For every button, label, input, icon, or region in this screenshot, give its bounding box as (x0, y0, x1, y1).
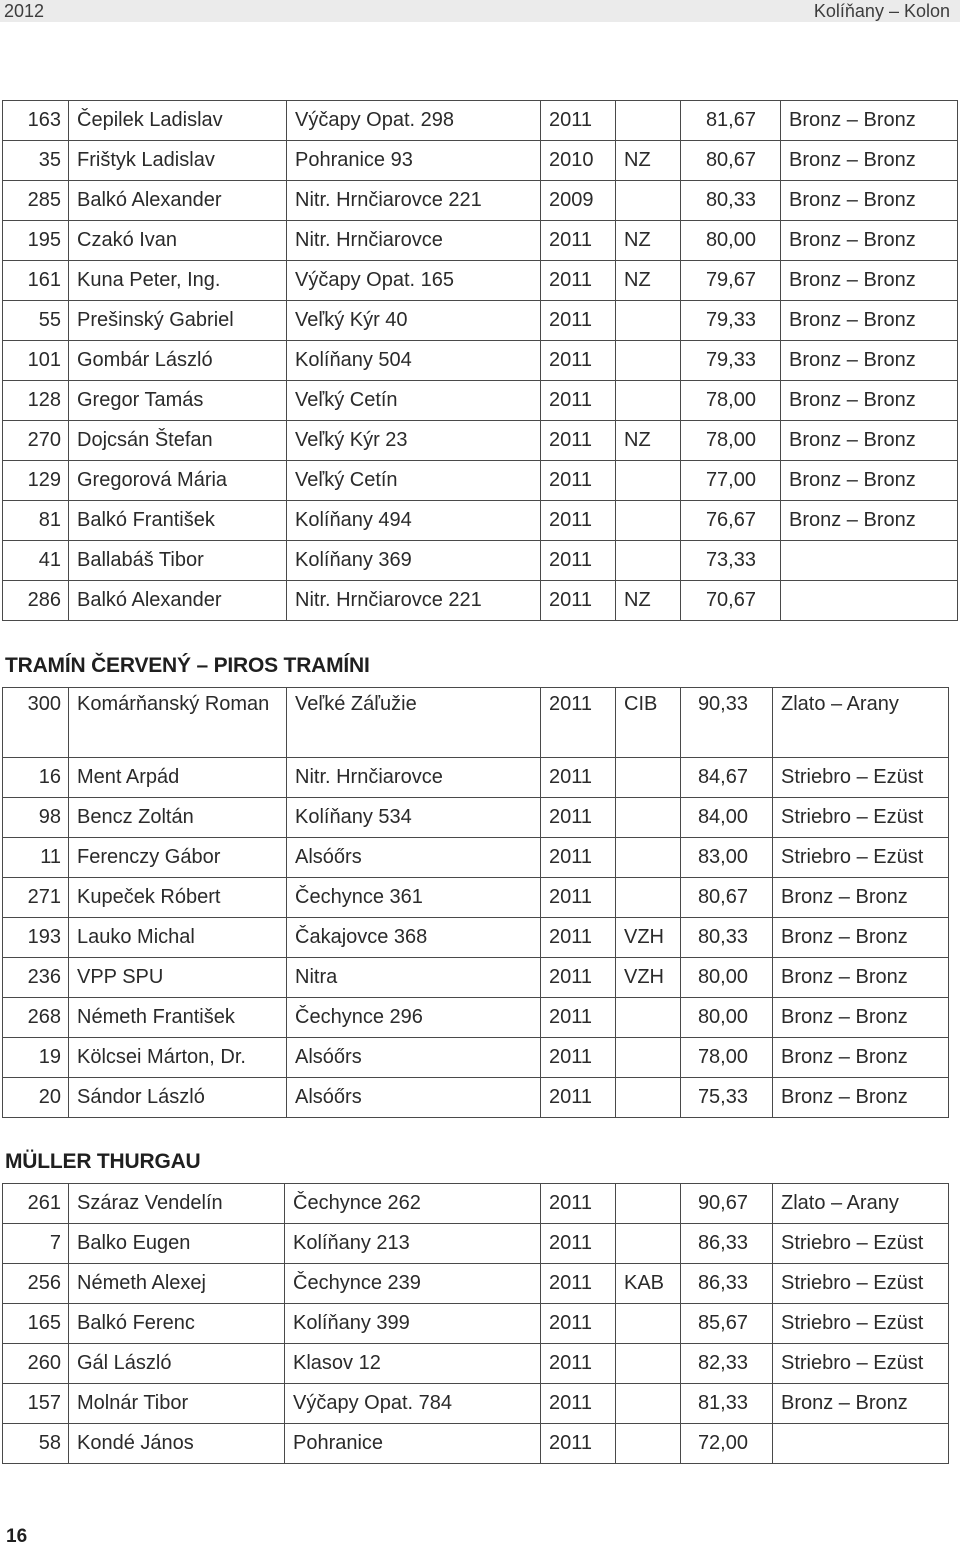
entry-number-cell: 161 (3, 261, 69, 301)
score-cell: 82,33 (681, 1344, 773, 1384)
score-cell: 90,33 (681, 688, 773, 758)
producer-address-cell: Výčapy Opat. 298 (287, 101, 541, 141)
medal-cell: Bronz – Bronz (773, 1384, 949, 1424)
table-row (3, 1344, 949, 1384)
producer-address-cell: Čechynce 262 (285, 1184, 541, 1224)
producer-name-cell: Ment Arpád (69, 758, 287, 798)
header-year: 2012 (4, 1, 45, 21)
medal-cell (781, 581, 958, 621)
score-cell: 79,33 (681, 301, 781, 341)
table-row (3, 101, 958, 141)
page-header (0, 0, 960, 22)
vintage-year-cell: 2011 (541, 1078, 616, 1118)
vintage-year-cell: 2011 (541, 958, 616, 998)
vintage-year-cell: 2009 (541, 181, 616, 221)
producer-name-cell: Frištyk Ladislav (69, 141, 287, 181)
producer-address-cell: Kolíňany 534 (287, 798, 541, 838)
wine-attribute-cell: NZ (616, 261, 681, 301)
producer-name-cell: Száraz Vendelín (69, 1184, 285, 1224)
table-row (3, 1304, 949, 1344)
producer-address-cell: Nitr. Hrnčiarovce 221 (287, 181, 541, 221)
wine-attribute-cell (616, 381, 681, 421)
producer-address-cell: Kolíňany 213 (285, 1224, 541, 1264)
vintage-year-cell: 2011 (541, 421, 616, 461)
wine-attribute-cell (616, 798, 681, 838)
producer-address-cell: Nitr. Hrnčiarovce (287, 758, 541, 798)
entry-number-cell: 11 (3, 838, 69, 878)
medal-cell: Bronz – Bronz (781, 461, 958, 501)
score-cell: 77,00 (681, 461, 781, 501)
wine-attribute-cell (616, 998, 681, 1038)
table-row (3, 301, 958, 341)
wine-attribute-cell (616, 1304, 681, 1344)
header-place: Kolíňany – Kolon (813, 1, 950, 21)
producer-name-cell: Kupeček Róbert (69, 878, 287, 918)
producer-address-cell: Kolíňany 399 (285, 1304, 541, 1344)
score-cell: 84,67 (681, 758, 773, 798)
wine-attribute-cell (616, 1184, 681, 1224)
score-cell: 79,67 (681, 261, 781, 301)
entry-number-cell: 157 (3, 1384, 69, 1424)
entry-number-cell: 271 (3, 878, 69, 918)
producer-name-cell: Čepilek Ladislav (69, 101, 287, 141)
vintage-year-cell: 2011 (541, 838, 616, 878)
table-row (3, 581, 958, 621)
producer-address-cell: Veľký Cetín (287, 381, 541, 421)
producer-name-cell: Németh František (69, 998, 287, 1038)
medal-cell (781, 541, 958, 581)
results-table-tramin (2, 687, 949, 1118)
entry-number-cell: 300 (3, 688, 69, 758)
vintage-year-cell: 2011 (541, 798, 616, 838)
producer-address-cell: Nitr. Hrnčiarovce (287, 221, 541, 261)
producer-address-cell: Čechynce 296 (287, 998, 541, 1038)
wine-attribute-cell: VZH (616, 918, 681, 958)
score-cell: 80,00 (681, 998, 773, 1038)
producer-name-cell: Balkó Alexander (69, 181, 287, 221)
producer-name-cell: Németh Alexej (69, 1264, 285, 1304)
vintage-year-cell: 2011 (541, 1224, 616, 1264)
vintage-year-cell: 2011 (541, 758, 616, 798)
medal-cell: Bronz – Bronz (781, 341, 958, 381)
producer-name-cell: Gregorová Mária (69, 461, 287, 501)
medal-cell: Bronz – Bronz (781, 381, 958, 421)
producer-name-cell: Molnár Tibor (69, 1384, 285, 1424)
medal-cell: Bronz – Bronz (781, 141, 958, 181)
vintage-year-cell: 2011 (541, 1184, 616, 1224)
score-cell: 76,67 (681, 501, 781, 541)
entry-number-cell: 285 (3, 181, 69, 221)
producer-address-cell: Výčapy Opat. 784 (285, 1384, 541, 1424)
wine-attribute-cell (616, 461, 681, 501)
score-cell: 86,33 (681, 1224, 773, 1264)
results-table-continued (2, 100, 958, 621)
score-cell: 80,00 (681, 221, 781, 261)
entry-number-cell: 195 (3, 221, 69, 261)
producer-address-cell: Veľký Kýr 23 (287, 421, 541, 461)
vintage-year-cell: 2011 (541, 461, 616, 501)
producer-address-cell: Kolíňany 369 (287, 541, 541, 581)
vintage-year-cell: 2011 (541, 1424, 616, 1464)
score-cell: 80,33 (681, 918, 773, 958)
vintage-year-cell: 2011 (541, 501, 616, 541)
wine-attribute-cell (616, 301, 681, 341)
producer-address-cell: Čechynce 361 (287, 878, 541, 918)
medal-cell: Bronz – Bronz (773, 1038, 949, 1078)
medal-cell: Striebro – Ezüst (773, 1264, 949, 1304)
table-row (3, 461, 958, 501)
entry-number-cell: 7 (3, 1224, 69, 1264)
producer-address-cell: Pohranice 93 (287, 141, 541, 181)
entry-number-cell: 81 (3, 501, 69, 541)
wine-attribute-cell: NZ (616, 421, 681, 461)
producer-address-cell: Veľký Kýr 40 (287, 301, 541, 341)
table-row (3, 181, 958, 221)
wine-attribute-cell (616, 878, 681, 918)
score-cell: 78,00 (681, 421, 781, 461)
table-row (3, 1264, 949, 1304)
entry-number-cell: 129 (3, 461, 69, 501)
score-cell: 73,33 (681, 541, 781, 581)
entry-number-cell: 286 (3, 581, 69, 621)
producer-address-cell: Alsóőrs (287, 1078, 541, 1118)
score-cell: 80,67 (681, 878, 773, 918)
wine-attribute-cell (616, 838, 681, 878)
entry-number-cell: 98 (3, 798, 69, 838)
wine-attribute-cell (616, 758, 681, 798)
producer-name-cell: Sándor László (69, 1078, 287, 1118)
score-cell: 80,33 (681, 181, 781, 221)
table-row (3, 381, 958, 421)
score-cell: 90,67 (681, 1184, 773, 1224)
table-row (3, 261, 958, 301)
table-row (3, 421, 958, 461)
producer-address-cell: Alsóőrs (287, 1038, 541, 1078)
results-table-muller-thurgau (2, 1183, 949, 1464)
table-row (3, 1184, 949, 1224)
producer-name-cell: Ballabáš Tibor (69, 541, 287, 581)
entry-number-cell: 236 (3, 958, 69, 998)
entry-number-cell: 261 (3, 1184, 69, 1224)
entry-number-cell: 20 (3, 1078, 69, 1118)
producer-name-cell: Balkó Ferenc (69, 1304, 285, 1344)
medal-cell: Bronz – Bronz (773, 918, 949, 958)
vintage-year-cell: 2011 (541, 341, 616, 381)
producer-name-cell: Dojcsán Štefan (69, 421, 287, 461)
medal-cell: Bronz – Bronz (773, 878, 949, 918)
wine-attribute-cell (616, 1344, 681, 1384)
entry-number-cell: 268 (3, 998, 69, 1038)
producer-name-cell: Lauko Michal (69, 918, 287, 958)
entry-number-cell: 41 (3, 541, 69, 581)
wine-attribute-cell: NZ (616, 581, 681, 621)
producer-name-cell: Czakó Ivan (69, 221, 287, 261)
producer-name-cell: Kölcsei Márton, Dr. (69, 1038, 287, 1078)
wine-attribute-cell: CIB (616, 688, 681, 758)
vintage-year-cell: 2011 (541, 998, 616, 1038)
table-row (3, 798, 949, 838)
score-cell: 83,00 (681, 838, 773, 878)
wine-attribute-cell (616, 501, 681, 541)
table-row (3, 1384, 949, 1424)
vintage-year-cell: 2011 (541, 918, 616, 958)
vintage-year-cell: 2010 (541, 141, 616, 181)
medal-cell: Bronz – Bronz (781, 501, 958, 541)
page-number: 16 (6, 1526, 28, 1547)
table-row (3, 541, 958, 581)
medal-cell: Bronz – Bronz (781, 221, 958, 261)
wine-attribute-cell (616, 1038, 681, 1078)
medal-cell: Zlato – Arany (773, 688, 949, 758)
producer-address-cell: Nitra (287, 958, 541, 998)
producer-address-cell: Veľký Cetín (287, 461, 541, 501)
producer-name-cell: Balko Eugen (69, 1224, 285, 1264)
score-cell: 78,00 (681, 381, 781, 421)
medal-cell: Bronz – Bronz (781, 421, 958, 461)
wine-attribute-cell (616, 1424, 681, 1464)
medal-cell: Bronz – Bronz (781, 101, 958, 141)
score-cell: 86,33 (681, 1264, 773, 1304)
score-cell: 80,00 (681, 958, 773, 998)
entry-number-cell: 260 (3, 1344, 69, 1384)
score-cell: 72,00 (681, 1424, 773, 1464)
table-row (3, 141, 958, 181)
vintage-year-cell: 2011 (541, 221, 616, 261)
wine-attribute-cell: NZ (616, 221, 681, 261)
table-row (3, 1038, 949, 1078)
medal-cell: Striebro – Ezüst (773, 758, 949, 798)
score-cell: 84,00 (681, 798, 773, 838)
wine-attribute-cell: NZ (616, 141, 681, 181)
wine-attribute-cell (616, 1078, 681, 1118)
section-title-muller-thurgau: MÜLLER THURGAU (5, 1150, 201, 1173)
entry-number-cell: 55 (3, 301, 69, 341)
vintage-year-cell: 2011 (541, 1264, 616, 1304)
score-cell: 70,67 (681, 581, 781, 621)
score-cell: 75,33 (681, 1078, 773, 1118)
vintage-year-cell: 2011 (541, 878, 616, 918)
vintage-year-cell: 2011 (541, 688, 616, 758)
wine-attribute-cell (616, 101, 681, 141)
producer-name-cell: Gál László (69, 1344, 285, 1384)
table-row (3, 688, 949, 758)
producer-address-cell: Kolíňany 494 (287, 501, 541, 541)
producer-name-cell: Balkó Alexander (69, 581, 287, 621)
score-cell: 80,67 (681, 141, 781, 181)
table-row (3, 758, 949, 798)
table-row (3, 501, 958, 541)
table-row (3, 1078, 949, 1118)
vintage-year-cell: 2011 (541, 581, 616, 621)
producer-name-cell: Ferenczy Gábor (69, 838, 287, 878)
table-row (3, 341, 958, 381)
producer-address-cell: Alsóőrs (287, 838, 541, 878)
producer-name-cell: Bencz Zoltán (69, 798, 287, 838)
score-cell: 81,33 (681, 1384, 773, 1424)
score-cell: 81,67 (681, 101, 781, 141)
entry-number-cell: 256 (3, 1264, 69, 1304)
score-cell: 79,33 (681, 341, 781, 381)
section-title-tramin: TRAMÍN ČERVENÝ – PIROS TRAMÍNI (5, 654, 370, 677)
entry-number-cell: 163 (3, 101, 69, 141)
wine-attribute-cell (616, 181, 681, 221)
wine-attribute-cell: VZH (616, 958, 681, 998)
producer-address-cell: Veľké Záľužie (287, 688, 541, 758)
entry-number-cell: 58 (3, 1424, 69, 1464)
producer-name-cell: Kuna Peter, Ing. (69, 261, 287, 301)
medal-cell: Striebro – Ezüst (773, 838, 949, 878)
medal-cell: Bronz – Bronz (773, 1078, 949, 1118)
medal-cell: Bronz – Bronz (773, 998, 949, 1038)
score-cell: 78,00 (681, 1038, 773, 1078)
producer-name-cell: VPP SPU (69, 958, 287, 998)
medal-cell: Bronz – Bronz (781, 181, 958, 221)
table-row (3, 221, 958, 261)
table-row (3, 998, 949, 1038)
entry-number-cell: 270 (3, 421, 69, 461)
entry-number-cell: 101 (3, 341, 69, 381)
producer-address-cell: Kolíňany 504 (287, 341, 541, 381)
wine-attribute-cell (616, 1224, 681, 1264)
vintage-year-cell: 2011 (541, 301, 616, 341)
medal-cell: Bronz – Bronz (781, 261, 958, 301)
entry-number-cell: 35 (3, 141, 69, 181)
medal-cell: Striebro – Ezüst (773, 1224, 949, 1264)
entry-number-cell: 16 (3, 758, 69, 798)
producer-name-cell: Gregor Tamás (69, 381, 287, 421)
wine-attribute-cell: KAB (616, 1264, 681, 1304)
entry-number-cell: 128 (3, 381, 69, 421)
producer-address-cell: Pohranice (285, 1424, 541, 1464)
vintage-year-cell: 2011 (541, 381, 616, 421)
medal-cell: Bronz – Bronz (773, 958, 949, 998)
vintage-year-cell: 2011 (541, 541, 616, 581)
producer-name-cell: Balkó František (69, 501, 287, 541)
entry-number-cell: 165 (3, 1304, 69, 1344)
table-row (3, 1424, 949, 1464)
medal-cell (773, 1424, 949, 1464)
vintage-year-cell: 2011 (541, 261, 616, 301)
wine-attribute-cell (616, 541, 681, 581)
producer-name-cell: Komárňanský Roman (69, 688, 287, 758)
medal-cell: Striebro – Ezüst (773, 798, 949, 838)
medal-cell: Striebro – Ezüst (773, 1304, 949, 1344)
vintage-year-cell: 2011 (541, 1038, 616, 1078)
medal-cell: Striebro – Ezüst (773, 1344, 949, 1384)
producer-address-cell: Klasov 12 (285, 1344, 541, 1384)
table-row (3, 838, 949, 878)
producer-address-cell: Nitr. Hrnčiarovce 221 (287, 581, 541, 621)
producer-name-cell: Kondé János (69, 1424, 285, 1464)
medal-cell: Zlato – Arany (773, 1184, 949, 1224)
vintage-year-cell: 2011 (541, 1344, 616, 1384)
wine-attribute-cell (616, 341, 681, 381)
table-row (3, 878, 949, 918)
medal-cell: Bronz – Bronz (781, 301, 958, 341)
score-cell: 85,67 (681, 1304, 773, 1344)
producer-name-cell: Prešinský Gabriel (69, 301, 287, 341)
producer-name-cell: Gombár László (69, 341, 287, 381)
vintage-year-cell: 2011 (541, 1384, 616, 1424)
producer-address-cell: Čakajovce 368 (287, 918, 541, 958)
table-row (3, 1224, 949, 1264)
producer-address-cell: Výčapy Opat. 165 (287, 261, 541, 301)
wine-attribute-cell (616, 1384, 681, 1424)
vintage-year-cell: 2011 (541, 101, 616, 141)
entry-number-cell: 19 (3, 1038, 69, 1078)
vintage-year-cell: 2011 (541, 1304, 616, 1344)
entry-number-cell: 193 (3, 918, 69, 958)
table-row (3, 918, 949, 958)
producer-address-cell: Čechynce 239 (285, 1264, 541, 1304)
table-row (3, 958, 949, 998)
